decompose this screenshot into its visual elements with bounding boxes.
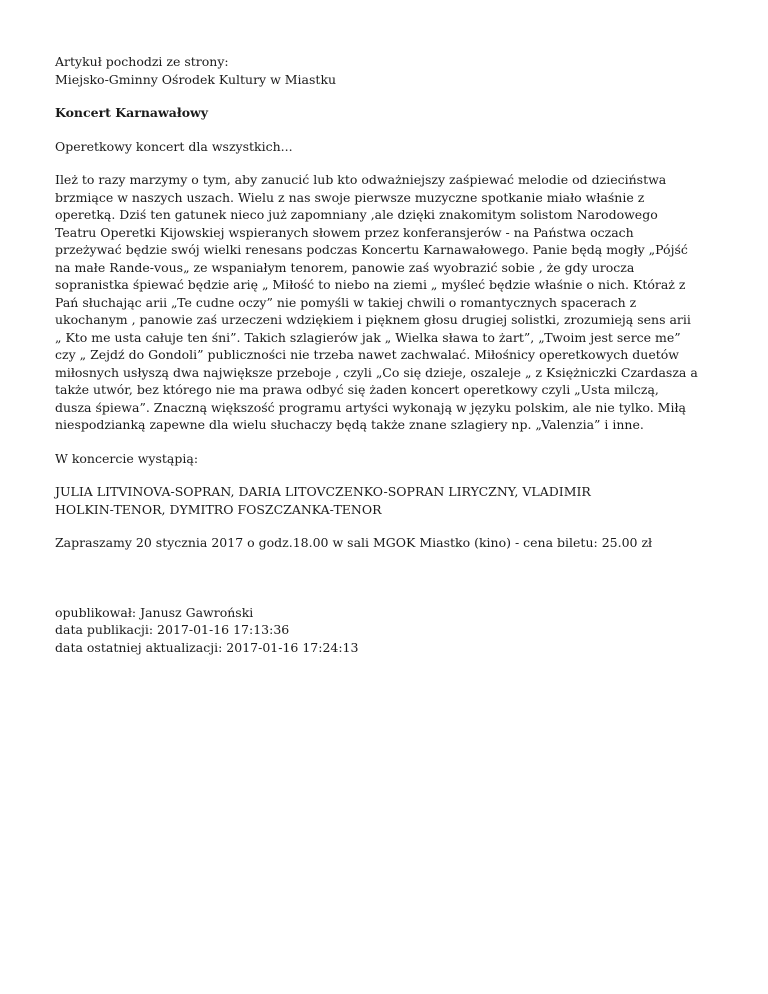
body-line: dusza śpiewa”. Znaczną większość programu artyści wykonają w języku polskim, ale nie tylko. Miłą xyxy=(55,399,686,415)
publication-meta xyxy=(55,604,715,657)
body-line: Pań słuchając arii „Te cudne oczy” nie pomyśli w takiej chwili o romantycznych spacerach z xyxy=(55,294,637,310)
source-label: Artykuł pochodzi ze strony: xyxy=(55,54,229,69)
body-line: sopranistka śpiewać będzie arię „ Miłość to niebo na ziemi „ myśleć będzie właśnie o nich. Któraż z xyxy=(55,277,686,292)
body-line: operetką. Dziś ten gatunek nieco już zapomniany ,ale dzięki znakomitym solistom Narodowego xyxy=(55,207,658,222)
body-line: Teatru Operetki Kijowskiej wspieranych słowem przez konferansjerów - na Państwa oczach xyxy=(55,224,634,240)
article-lead: Operetkowy koncert dla wszystkich... xyxy=(55,138,293,154)
body-line: na małe Rande-vous„ ze wspaniałym tenorem, panowie zaś wyobrazić sobie , że gdy urocza xyxy=(55,259,635,275)
published-by: opublikował: Janusz Gawroński xyxy=(55,604,254,620)
body-line: przeżywać będzie swój wielki renesans podczas Koncertu Karnawałowego. Panie będą mogły „Pójść xyxy=(55,242,688,257)
publication-date: data publikacji: 2017-01-16 17:13:36 xyxy=(55,622,290,637)
body-line: „ Kto me usta całuje ten śni”. Takich szlagierów jak „ Wielka sława to żart”, „Twoim jest serce me” xyxy=(55,329,681,345)
performers-list xyxy=(55,483,715,518)
body-line: brzmiące w naszych uszach. Wielu z nas swoje pierwsze muzyczne spotkanie miało właśnie z xyxy=(55,189,645,205)
article-title: Koncert Karnawałowy xyxy=(55,105,209,120)
body-line: także utwór, bez którego nie ma prawa odbyć się żaden koncert operetkowy czyli „Usta milczą, xyxy=(55,382,659,397)
article-page xyxy=(55,53,715,656)
last-update-date: data ostatniej aktualizacji: 2017-01-16 17:24:13 xyxy=(55,639,359,655)
performers-heading: W koncercie wystąpią: xyxy=(55,450,199,466)
performers-line: JULIA LITVINOVA-SOPRAN, DARIA LITOVCZENKO-SOPRAN LIRYCZNY, VLADIMIR xyxy=(55,484,591,499)
article-body xyxy=(55,171,715,434)
body-line: ukochanym , panowie zaś urzeczeni wdziękiem i pięknem głosu drugiej solistki, zrozumieją sens arii xyxy=(55,312,691,327)
body-line: niespodzianką zapewne dla wielu słuchaczy będą także znane szlagiery np. „Valenzia” i inne. xyxy=(55,417,644,432)
source-info xyxy=(55,53,715,88)
body-line: czy „ Zejdź do Gondoli” publiczności nie trzeba nawet zachwalać. Miłośnicy operetkowych duetów xyxy=(55,347,679,362)
body-line: Ileż to razy marzymy o tym, aby zanucić lub kto odważniejszy zaśpiewać melodie od dzieciństwa xyxy=(55,172,667,187)
performers-line: HOLKIN-TENOR, DYMITRO FOSZCZANKA-TENOR xyxy=(55,501,382,517)
event-invitation: Zapraszamy 20 stycznia 2017 o godz.18.00 w sali MGOK Miastko (kino) - cena biletu: 25.00 zł xyxy=(55,535,653,550)
body-line: miłosnych usłyszą dwa największe przeboje , czyli „Co się dzieje, oszaleje „ z Księżniczki Czardasza a xyxy=(55,364,698,380)
source-site-name: Miejsko-Gminny Ośrodek Kultury w Miastku xyxy=(55,71,337,87)
